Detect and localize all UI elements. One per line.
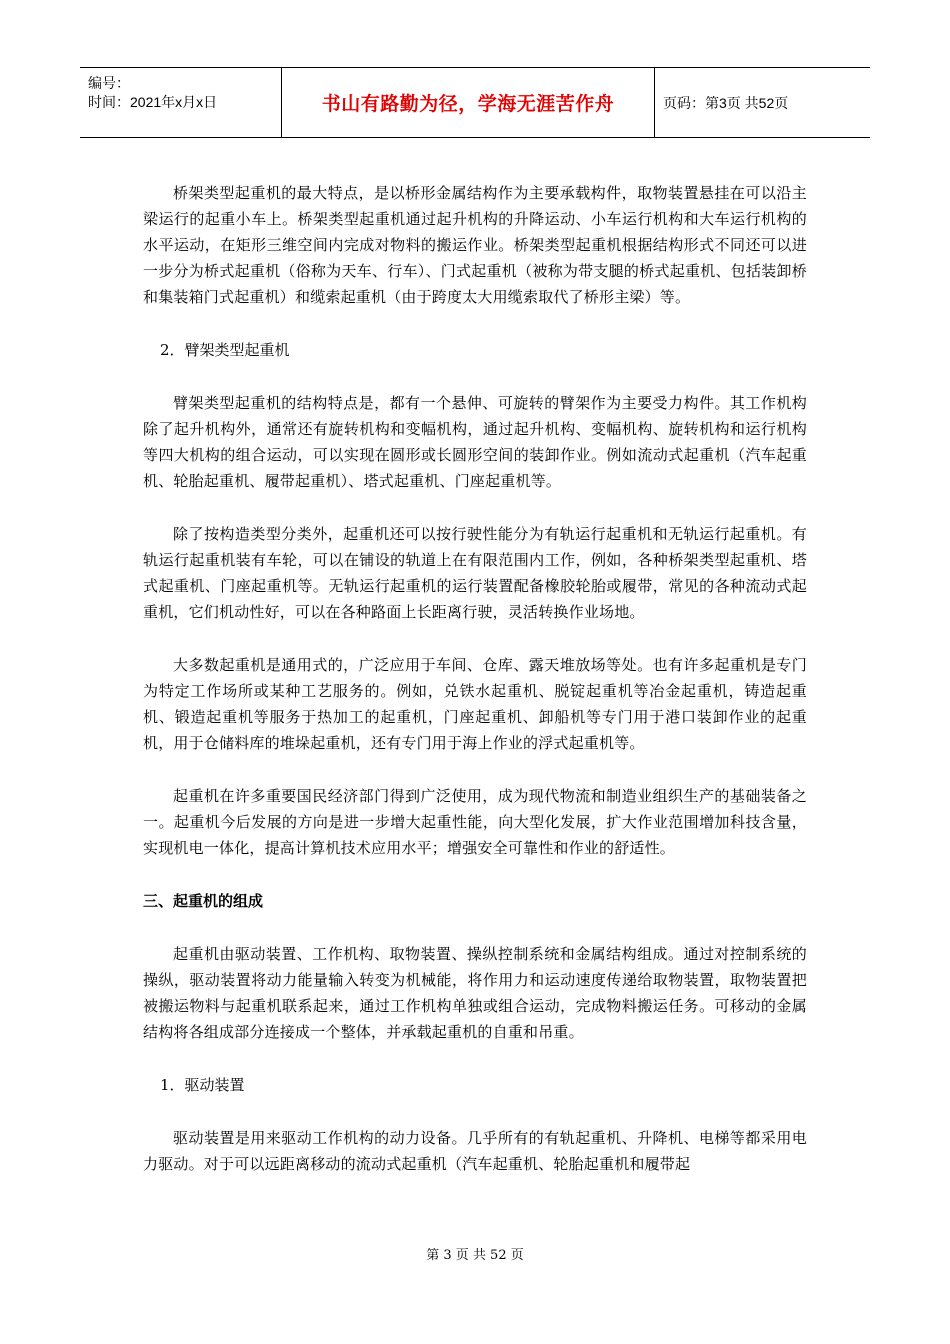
paragraph-bridge-crane: 桥架类型起重机的最大特点，是以桥形金属结构作为主要承载构件，取物装置悬挂在可以沿主梁运行的起重小车上。桥架类型起重机通过起升机构的升降运动、小车运行机构和大车运行机构的水平运动，在矩形三维空间内完成对物料的搬运作业。桥架类型起重机根据结构形式不同还可以进一步分为桥式起重机（俗称为天车、行车）、门式起重机（被称为带支腿的桥式起重机、包括装卸桥和集装箱门式起重机）和缆索起重机（由于跨度太大用缆索取代了桥形主梁）等。 bbox=[143, 184, 807, 306]
paragraph-jib-crane: 臂架类型起重机的结构特点是，都有一个悬伸、可旋转的臂架作为主要受力构件。其工作机构除了起升机构外，通常还有旋转机构和变幅机构，通过起升机构、变幅机构、旋转机构和运行机构等四大机构的组合运动，可以实现在圆形或长圆形空间的装卸作业。例如流动式起重机（汽车起重机、轮胎起重机、履带起重机）、塔式起重机、门座起重机等。 bbox=[143, 394, 807, 490]
header-motto: 书山有路勤为径，学海无涯苦作舟 bbox=[282, 68, 655, 137]
paragraph-composition: 起重机由驱动装置、工作机构、取物装置、操纵控制系统和金属结构组成。通过对控制系统的操纵，驱动装置将动力能量输入转变为机械能，将作用力和运动速度传递给取物装置，取物装置把被搬运物料与起重机联系起来，通过工作机构单独或组合运动，完成物料搬运任务。可移动的金属结构将各组成部分连接成一个整体，并承载起重机的自重和吊重。 bbox=[143, 945, 807, 1041]
paragraph-applications: 大多数起重机是通用式的，广泛应用于车间、仓库、露天堆放场等处。也有许多起重机是专门为特定工作场所或某种工艺服务的。例如，兑铁水起重机、脱锭起重机等冶金起重机，铸造起重机、锻造起重机等服务于热加工的起重机，门座起重机、卸船机等专门用于港口装卸作业的起重机，用于仓储料库的堆垛起重机，还有专门用于海上作业的浮式起重机等。 bbox=[143, 656, 807, 752]
paragraph-drive-unit: 驱动装置是用来驱动工作机构的动力设备。几乎所有的有轨起重机、升降机、电梯等都采用电力驱动。对于可以远距离移动的流动式起重机（汽车起重机、轮胎起重机和履带起 bbox=[143, 1129, 807, 1173]
heading-drive-unit: 1．驱动装置 bbox=[160, 1076, 245, 1094]
page-footer: 第 3 页 共 52 页 bbox=[426, 1248, 524, 1263]
page-header bbox=[80, 67, 870, 138]
header-meta bbox=[80, 68, 282, 137]
section-heading-composition: 三、起重机的组成 bbox=[143, 892, 264, 910]
header-page-info: 页码：第3页 共52页 bbox=[663, 94, 789, 111]
document-body bbox=[143, 180, 807, 1204]
doc-date-label: 时间：2021年x月x日 bbox=[88, 94, 218, 110]
heading-jib-crane: 2．臂架类型起重机 bbox=[160, 341, 290, 359]
paragraph-development: 起重机在许多重要国民经济部门得到广泛使用，成为现代物流和制造业组织生产的基础装备之一。起重机今后发展的方向是进一步增大起重性能，向大型化发展，扩大作业范围增加科技含量，实现机电一体化，提高计算机技术应用水平；增强安全可靠性和作业的舒适性。 bbox=[143, 787, 807, 857]
paragraph-classification: 除了按构造类型分类外，起重机还可以按行驶性能分为有轨运行起重机和无轨运行起重机。有轨运行起重机装有车轮，可以在铺设的轨道上在有限范围内工作，例如，各种桥架类型起重机、塔式起重机、门座起重机等。无轨运行起重机的运行装置配备橡胶轮胎或履带，常见的各种流动式起重机，它们机动性好，可以在各种路面上长距离行驶，灵活转换作业场地。 bbox=[143, 525, 807, 621]
doc-number-label: 编号： bbox=[88, 75, 130, 91]
